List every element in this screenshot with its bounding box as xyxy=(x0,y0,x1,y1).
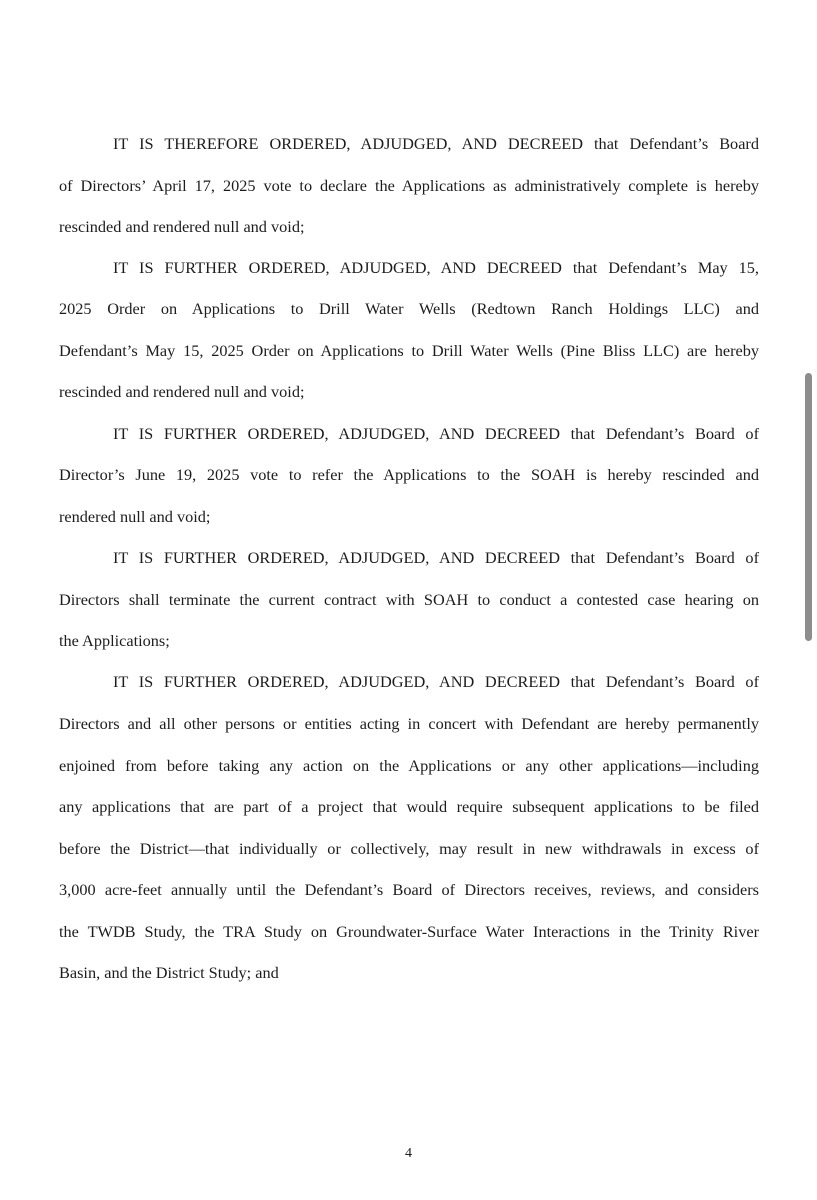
paragraph-5-line-5: before the District—that individually or collectively, may result in new withdrawals in excess of xyxy=(59,839,759,858)
paragraph-1-line-1: IT IS THEREFORE ORDERED, ADJUDGED, AND DECREED that Defendant’s Board xyxy=(113,134,759,153)
paragraph-5-line-4: any applications that are part of a project that would require subsequent applications to be filed xyxy=(59,797,759,816)
paragraph-3-line-3: rendered null and void; xyxy=(59,507,211,526)
paragraph-3-line-2: Director’s June 19, 2025 vote to refer the Applications to the SOAH is hereby rescinded and xyxy=(59,465,759,484)
paragraph-5-line-6: 3,000 acre-feet annually until the Defendant’s Board of Directors receives, reviews, and considers xyxy=(59,880,759,899)
paragraph-4-line-3: the Applications; xyxy=(59,631,170,650)
paragraph-5-line-1: IT IS FURTHER ORDERED, ADJUDGED, AND DECREED that Defendant’s Board of xyxy=(113,672,759,691)
paragraph-2-line-3: Defendant’s May 15, 2025 Order on Applications to Drill Water Wells (Pine Bliss LLC) are hereby xyxy=(59,341,759,360)
paragraph-3-line-1: IT IS FURTHER ORDERED, ADJUDGED, AND DECREED that Defendant’s Board of xyxy=(113,424,759,443)
paragraph-5-line-7: the TWDB Study, the TRA Study on Groundwater-Surface Water Interactions in the Trinity River xyxy=(59,922,759,941)
paragraph-4-line-1: IT IS FURTHER ORDERED, ADJUDGED, AND DECREED that Defendant’s Board of xyxy=(113,548,759,567)
paragraph-1-line-3: rescinded and rendered null and void; xyxy=(59,217,305,236)
paragraph-5-line-8: Basin, and the District Study; and xyxy=(59,963,279,982)
paragraph-2-line-1: IT IS FURTHER ORDERED, ADJUDGED, AND DECREED that Defendant’s May 15, xyxy=(113,258,759,277)
paragraph-2-line-2: 2025 Order on Applications to Drill Water Wells (Redtown Ranch Holdings LLC) and xyxy=(59,299,759,318)
paragraph-4-line-2: Directors shall terminate the current contract with SOAH to conduct a contested case hearing on xyxy=(59,590,759,609)
paragraph-5-line-2: Directors and all other persons or entities acting in concert with Defendant are hereby permanently xyxy=(59,714,759,733)
paragraph-2-line-4: rescinded and rendered null and void; xyxy=(59,382,305,401)
paragraph-5-line-3: enjoined from before taking any action on the Applications or any other applications—including xyxy=(59,756,759,775)
paragraph-1-line-2: of Directors’ April 17, 2025 vote to declare the Applications as administratively complete is hereby xyxy=(59,176,759,195)
page-number: 4 xyxy=(405,1146,412,1161)
vertical-scrollbar-thumb[interactable] xyxy=(805,373,812,641)
